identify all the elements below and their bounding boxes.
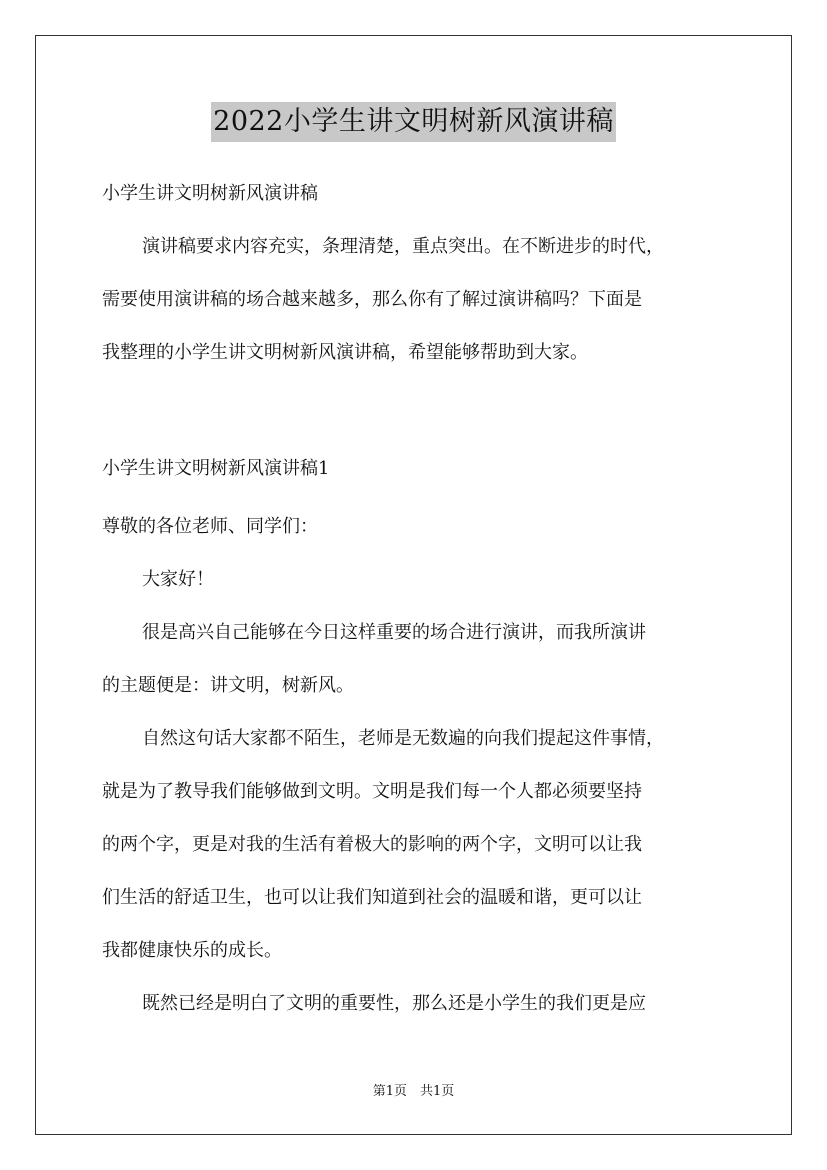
paragraph-line: 很是高兴自己能够在今日这样重要的场合进行演讲，而我所演讲 — [142, 622, 646, 643]
section-heading: 小学生讲文明树新风演讲稿1 — [102, 458, 330, 479]
document-body — [102, 176, 742, 1022]
intro-line: 演讲稿要求内容充实，条理清楚，重点突出。在不断进步的时代， — [142, 236, 664, 257]
intro-line: 需要使用演讲稿的场合越来越多，那么你有了解过演讲稿吗？下面是 — [102, 289, 642, 310]
intro-line: 我整理的小学生讲文明树新风演讲稿，希望能够帮助到大家。 — [102, 342, 588, 363]
document-title: 2022小学生讲文明树新风演讲稿 — [211, 102, 616, 142]
subtitle: 小学生讲文明树新风演讲稿 — [102, 183, 318, 204]
paragraph-line: 既然已经是明白了文明的重要性，那么还是小学生的我们更是应 — [142, 993, 646, 1014]
page-footer: 第1页 共1页 — [372, 1084, 455, 1099]
title-container — [0, 102, 827, 142]
paragraph-line: 就是为了教导我们能够做到文明。文明是我们每一个人都必须要坚持 — [102, 781, 642, 802]
paragraph-line: 我都健康快乐的成长。 — [102, 940, 282, 961]
paragraph-line: 自然这句话大家都不陌生，老师是无数遍的向我们提起这件事情， — [142, 728, 664, 749]
paragraph-line: 的两个字，更是对我的生活有着极大的影响的两个字，文明可以让我 — [102, 834, 642, 855]
salutation: 尊敬的各位老师、同学们： — [102, 516, 318, 537]
greeting: 大家好！ — [142, 569, 214, 590]
paragraph-line: 们生活的舒适卫生，也可以让我们知道到社会的温暖和谐，更可以让 — [102, 887, 642, 908]
paragraph-line: 的主题便是：讲文明，树新风。 — [102, 675, 354, 696]
